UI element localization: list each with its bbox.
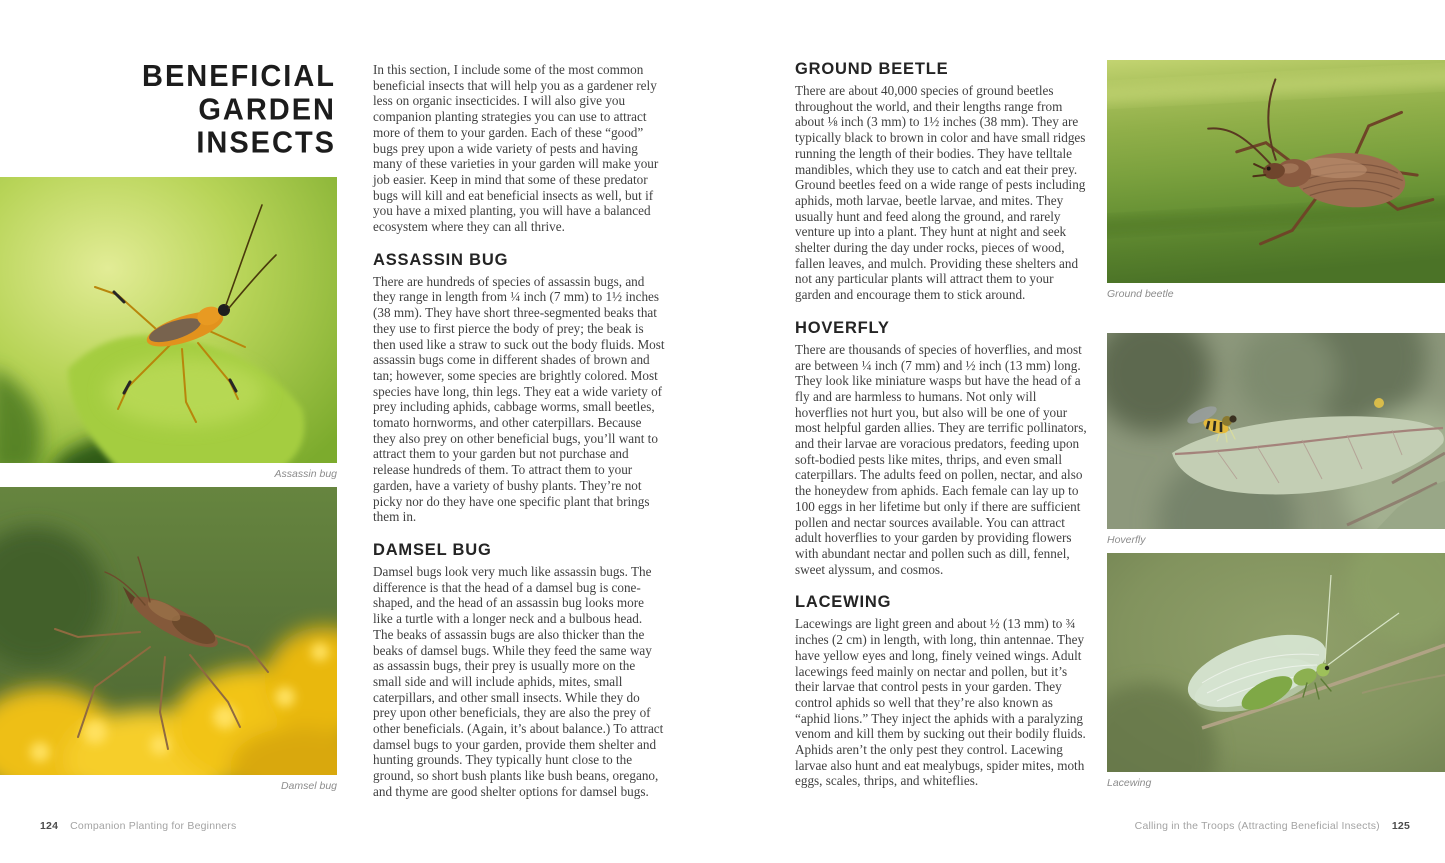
right-text-column — [795, 60, 1087, 789]
footer-chapter-title: Calling in the Troops (Attracting Beneficial Insects) — [1134, 820, 1380, 832]
section-body-assassin-bug: There are hundreds of species of assassin bugs, and they range in length from ¼ inch (7 mm) to 1½ inches (38 mm). They have short three-segmented beaks that they use to first pierce the body of prey; the beak is then used like a straw to suck out the body fluids. Most assassin bugs come in different shades of brown and tan; however, some species are brightly colored. Most species have long, thin legs. They eat a wide variety of prey including aphids, cabbage worms, small beetles, tomato hornworms, and other caterpillars. Because they also prey on other beneficial bugs, you’ll want to attract them to your garden but not purchase and release hundreds of them. To attract them to your garden, have a variety of bushy plants. They’re not picky nor do they have one specific plant that brings them in. — [373, 273, 665, 525]
ground-beetle-image — [1107, 60, 1445, 283]
section-heading-ground-beetle: GROUND BEETLE — [795, 60, 949, 78]
photo-caption-assassin-bug: Assassin bug — [274, 468, 337, 480]
title-line-2: GARDEN — [198, 93, 336, 127]
section-body-damsel-bug: Damsel bugs look very much like assassin bugs. The difference is that the head of a damsel bug is cone-shaped, and the head of an assassin bug looks more like a turtle with a longer neck and a bulbous head. The beaks of assassin bugs are also thicker than the beaks of damsel bugs. While they feed the same way as assassin bugs, their prey is usually more on the small side and will include aphids, mites, small caterpillars, and other small insects. While they do prey upon other beneficials, they are also the prey of other beneficials. (Again, it’s about balance.) To attract damsel bugs to your garden, provide them shelter and hunting grounds. They typically hunt close to the ground, so short bush plants like bush beans, oregano, and thyme are good shelter options for damsel bugs. — [373, 563, 664, 799]
intro-paragraph: In this section, I include some of the most common beneficial insects that will help you as a gardener rely less on organic insecticides. I will also give you companion planting strategies you can use to attract more of them to your garden. Each of these “good” bugs prey upon a wide variety of pests and having many of these varieties in your garden will make your job easier. Keep in mind that some of these predator bugs will kill and eat beneficial insects as well, but if you have a mixed planting, you will have a balanced ecosystem where they can all thrive. — [373, 62, 659, 235]
hoverfly-image — [1107, 333, 1445, 529]
section-heading-lacewing: LACEWING — [795, 593, 892, 612]
ground-beetle-photo — [1107, 60, 1445, 300]
page-number-left: 124 — [40, 820, 59, 832]
left-text-column — [373, 62, 665, 800]
lacewing-image — [1107, 553, 1445, 772]
photo-caption-ground-beetle: Ground beetle — [1107, 288, 1174, 300]
page-title — [40, 60, 336, 160]
section-body-ground-beetle: There are about 40,000 species of ground beetles throughout the world, and their lengths range from about ⅛ inch (3 mm) to 1½ inches (38 mm). They are typically black to brown in color and have small ridges running the length of their bodies. They have telltale mandibles, which they use to catch and eat their prey. Ground beetles feed on a wide range of pests including aphids, moth larvae, beetle larvae, and mites. They usually hunt and feed along the ground, and rarely venture up into a plant. They hunt at night and seek shelter during the day under rocks, pieces of wood, fallen leaves, and mulch. Providing these shelters and not any particular plants will attract them to your garden and encourage them to stick around. — [795, 83, 1086, 303]
footer-left — [40, 820, 236, 832]
photo-caption-lacewing: Lacewing — [1107, 777, 1152, 789]
page-number-right: 125 — [1391, 820, 1410, 832]
footer-book-title: Companion Planting for Beginners — [70, 820, 237, 832]
footer-right — [1135, 820, 1410, 832]
photo-caption-damsel-bug: Damsel bug — [280, 780, 337, 792]
title-line-3: INSECTS — [196, 126, 336, 160]
section-heading-assassin-bug: ASSASSIN BUG — [373, 250, 509, 269]
section-heading-hoverfly: HOVERFLY — [795, 318, 890, 337]
assassin-bug-photo — [0, 177, 337, 480]
assassin-bug-image — [0, 177, 337, 463]
section-heading-damsel-bug: DAMSEL BUG — [373, 540, 492, 559]
damsel-bug-photo — [0, 487, 337, 792]
section-body-hoverfly: There are thousands of species of hoverflies, and most are between ¼ inch (7 mm) and ½ inch (13 mm) long. They look like miniature wasps but have the head of a fly and are harmless to humans. Not only will hoverflies not hurt you, but also will be one of your most helpful garden allies. They are terrific pollinators, and their larvae are voracious predators, feeding upon soft-bodied pests like mites, thrips, and even small caterpillars. The adults feed on pollen, nectar, and also the honeydew from aphids. Each female can lay up to 100 eggs in her lifetime but only if there are sufficient pollen and nectar sources available. You can attract adult hoverflies to your garden by providing flowers with abundant nectar and pollen such as dill, fennel, sweet alyssum, and cosmos. — [795, 341, 1087, 577]
damsel-bug-image — [0, 487, 337, 775]
photo-caption-hoverfly: Hoverfly — [1107, 534, 1146, 546]
hoverfly-photo — [1107, 333, 1445, 546]
title-line-1: BENEFICIAL — [142, 60, 336, 94]
section-body-lacewing: Lacewings are light green and about ½ (13 mm) to ¾ inches (2 cm) in length, with long, thin antennae. They have yellow eyes and long, finely veined wings. Adult lacewings feed mainly on nectar and pollen, but it’s their larvae that control pests in your garden. They control aphids so well that they’re also known as “aphid lions.” They inject the aphids with a paralyzing venom and kill them by sucking out their bodily fluids. Aphids aren’t the only pest they control. Lacewing larvae also hunt and eat mealybugs, spider mites, moth eggs, scales, thrips, and whiteflies. — [795, 616, 1086, 789]
lacewing-photo — [1107, 553, 1445, 789]
